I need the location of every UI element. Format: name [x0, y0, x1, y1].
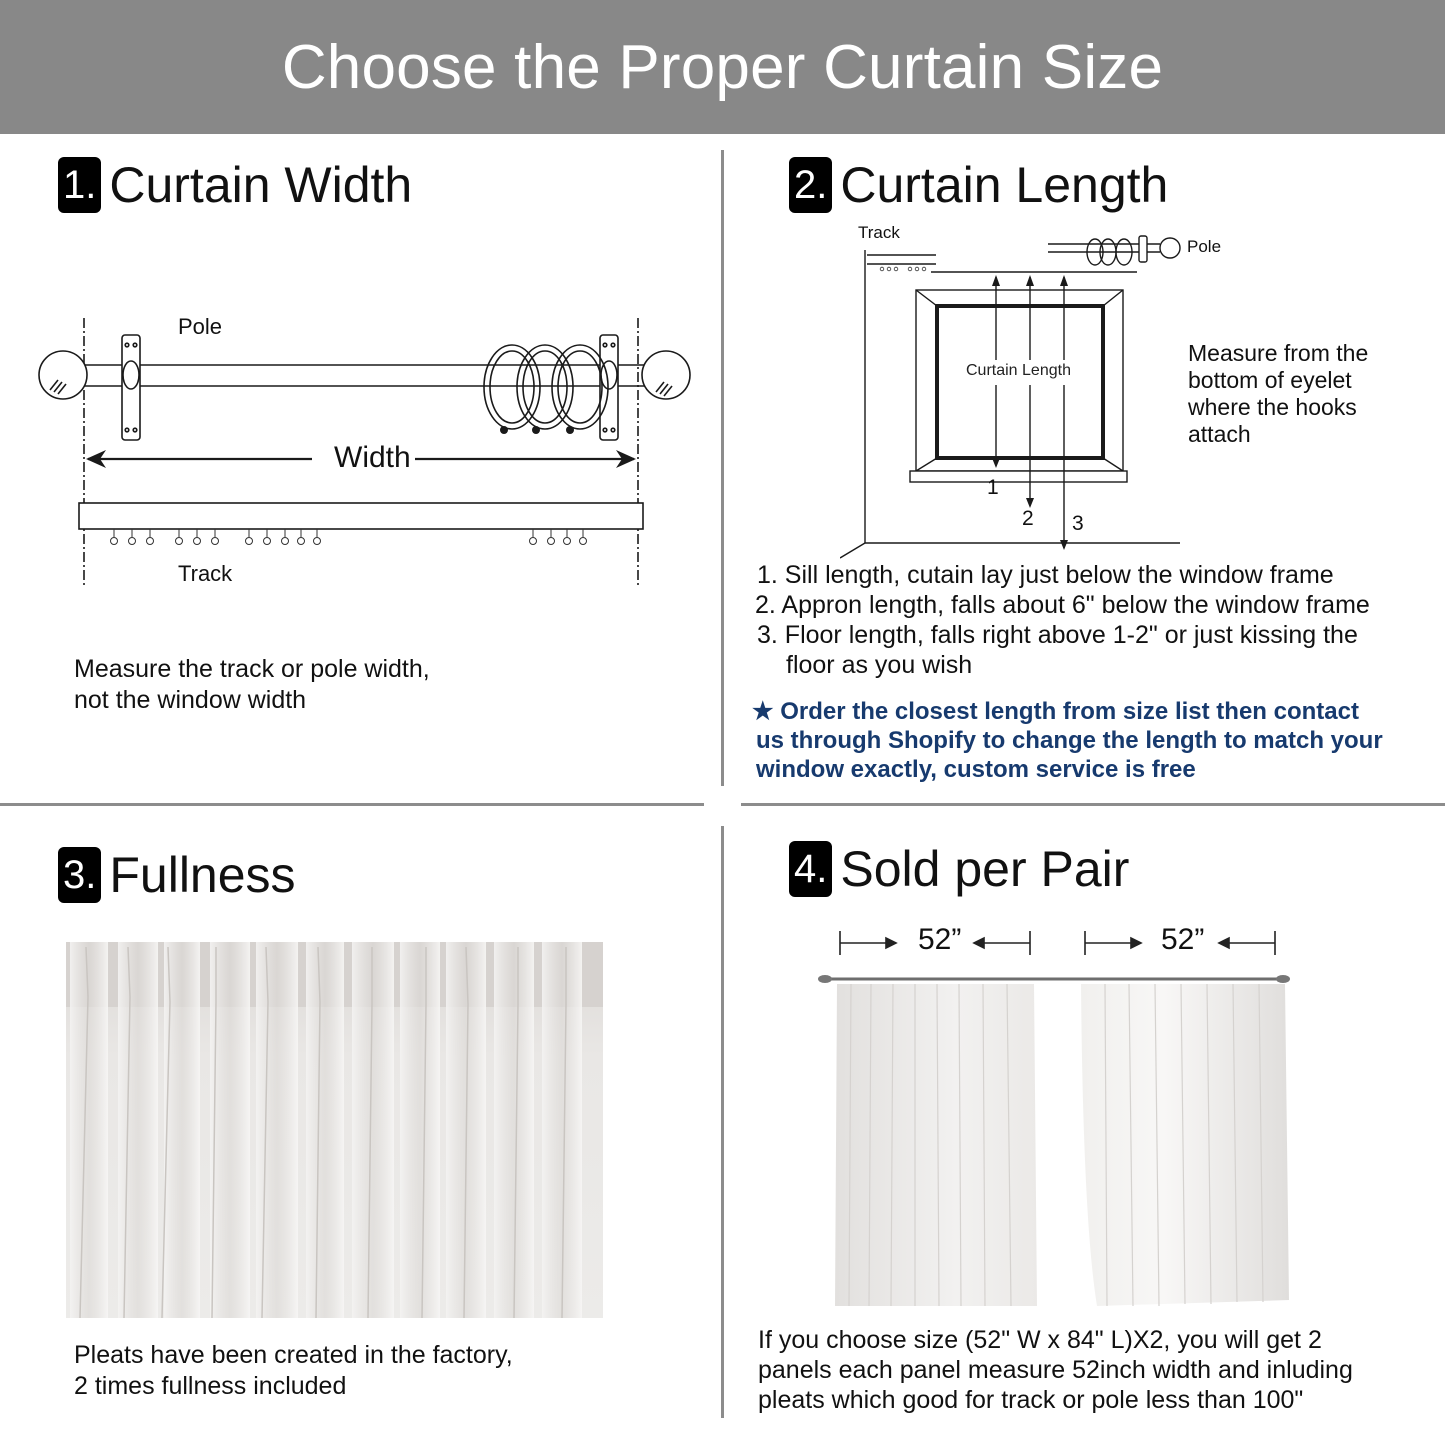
marker-2: 2: [1022, 507, 1034, 530]
header-banner: [0, 0, 1445, 134]
panel-width-marker-left: [838, 925, 1033, 961]
section-length-header: [789, 156, 1168, 214]
section-width-header: [58, 156, 412, 214]
list-item: 2. Appron length, falls about 6" below the window frame: [755, 591, 1370, 619]
pole-label: Pole: [1187, 237, 1222, 256]
panel-width-label: 52”: [918, 923, 962, 956]
length-diagram: [840, 220, 1240, 560]
section-title: Fullness: [109, 847, 296, 903]
measure-note: Measure from the bottom of eyelet where the hooks attach: [1188, 340, 1369, 447]
marker-1: 1: [987, 476, 999, 499]
curtain-pair-image-icon: [815, 970, 1295, 1315]
width-description: Measure the track or pole width, not the window width: [74, 655, 430, 714]
section-pair-header: [789, 840, 1129, 898]
fullness-photo: [66, 942, 603, 1318]
list-item: floor as you wish: [786, 651, 973, 679]
star-icon: ★: [752, 698, 774, 725]
curtain-length-label: Curtain Length: [966, 362, 1071, 379]
list-item: 3. Floor length, falls right above 1-2" or just kissing the: [757, 621, 1358, 649]
pair-description: If you choose size (52" W x 84" L)X2, you will get 2 panels each panel measure 52inch width and inluding pleats which good for track or pole less than 100": [758, 1326, 1353, 1414]
custom-service-note: ★ Order the closest length from size list then contact us through Shopify to change the length to match your window exactly, custom service is free: [752, 698, 1383, 783]
width-diagram: [30, 300, 710, 600]
length-options-list: [757, 560, 1370, 680]
section-number-badge: 4.: [789, 841, 832, 897]
section-number-badge: 3.: [58, 847, 101, 903]
section-title: Curtain Width: [109, 157, 413, 213]
horizontal-divider-right: [741, 803, 1445, 806]
panel-width-label: 52”: [1161, 923, 1205, 956]
fullness-description: Pleats have been created in the factory, 2 times fullness included: [74, 1341, 513, 1400]
vertical-divider-bottom: [721, 826, 724, 1418]
window-length-diagram-icon: [840, 220, 1240, 560]
pair-photo: [815, 970, 1295, 1315]
list-item: 1. Sill length, cutain lay just below the window frame: [757, 561, 1334, 589]
pole-label: Pole: [178, 314, 223, 339]
vertical-divider-top: [721, 150, 724, 786]
section-number-badge: 1.: [58, 157, 101, 213]
section-title: Curtain Length: [840, 157, 1169, 213]
panel-width-marker-right: [1083, 925, 1278, 961]
pleated-curtain-image-icon: [66, 942, 603, 1318]
track-label: Track: [178, 561, 233, 586]
track-label: Track: [858, 223, 900, 242]
section-title: Sold per Pair: [840, 841, 1130, 897]
marker-3: 3: [1072, 512, 1084, 535]
width-label: Width: [334, 441, 411, 474]
page-title: Choose the Proper Curtain Size: [281, 32, 1164, 102]
section-fullness-header: [58, 846, 296, 904]
section-number-badge: 2.: [789, 157, 832, 213]
horizontal-divider-left: [0, 803, 704, 806]
